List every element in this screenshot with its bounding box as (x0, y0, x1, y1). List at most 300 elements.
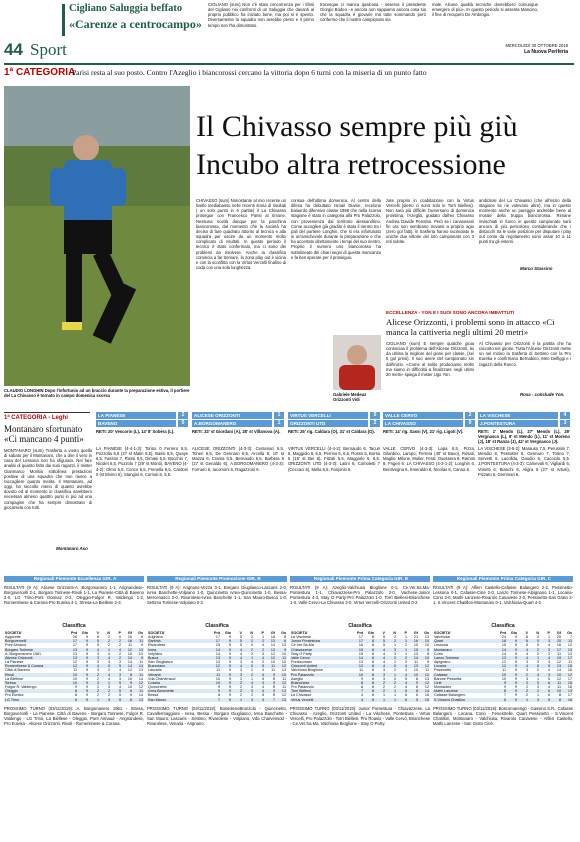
standings-cell: 8 (122, 698, 133, 702)
header-date: MERCOLEDÌ 30 OTTOBRE 2019 (505, 43, 568, 48)
standings-cell: 2 (250, 693, 253, 698)
standings-cell: 13 (496, 656, 507, 660)
standings-cell: 4 (382, 660, 385, 665)
standings-cell: 17 (67, 639, 78, 643)
standings-cell: 13 (133, 698, 144, 702)
standings-cell: 10 (67, 681, 78, 685)
standings-cell: 2 (96, 685, 99, 690)
standings-cell: 21 (413, 635, 418, 640)
standings-cell: 4 (232, 648, 243, 652)
standings-cell: 8 (371, 685, 374, 690)
standings-cell: 2 (243, 639, 254, 643)
standings-cell: 1 (397, 639, 408, 643)
result-home-team: VALLE CERVO (383, 412, 463, 419)
standings-cell: 3 (382, 676, 385, 681)
standings-cell: 11 (551, 681, 562, 685)
standings-cell: 10 (281, 651, 286, 656)
standings-cell: 2 (107, 643, 110, 648)
standings-cell: Orizzonti United (290, 664, 353, 668)
standings-cell: 3 (375, 673, 386, 677)
standings-table (147, 631, 287, 702)
article-signature: Marco Stassino (520, 266, 553, 271)
standings-cell: 11 (282, 685, 286, 690)
result-away-team: BAVENO (96, 420, 176, 427)
standings-cell: 9 (514, 693, 517, 698)
standings-cell: 5 (239, 643, 242, 648)
classifica-label: Classifica (205, 623, 229, 629)
standings-cell: 9 (419, 648, 430, 652)
standings-cell: 3 (525, 676, 528, 681)
standings-cell: 11 (502, 668, 506, 673)
standings-cell: 10 (127, 685, 132, 690)
standings-cell: 9 (503, 685, 506, 690)
sub-article-kicker: ECCELLENZA - YON E I SUOI SONO ANCORA IMBATTUTI (386, 310, 515, 315)
standings-cell: 5 (111, 698, 122, 702)
standings-cell: 2 (232, 689, 243, 693)
standings-cell: Pro Eureka (5, 693, 24, 698)
standings-cell: 2 (239, 693, 242, 698)
standings-cell: 2 (100, 639, 111, 643)
standings-cell: 9 (78, 698, 89, 702)
standings-cell: 24 (501, 635, 506, 640)
standings-title: Regionali Piemonte Prima Categoria GIR. C (433, 576, 573, 582)
sub-article-col-2: Al Chivasso per Orizzonti è la partita che ha raccolto nel girone. Tutta l'Alicese Orizzonti mette un nel mirino la trasferta di Settimo con la Pro Eureka e confirmano Bernabino, Meo Delfiggi e i ragazzi della Ronco. (479, 341, 571, 367)
standings-cell: 1 (100, 648, 111, 652)
standings-cell: 4 (547, 685, 550, 690)
result-away-team: A.BORGOMANERO (192, 420, 272, 427)
standings-cell: 11 (557, 685, 561, 690)
standings-cell: 1 (536, 693, 539, 698)
banner-strap: Parisi resta al suo posto. Contro l'Azeglio i biancorossi cercano la vittoria dopo 6 turni con la miseria di un punto fatto (72, 68, 427, 77)
standings-cell: 13 (567, 651, 572, 656)
standings-cell: 11 (139, 660, 143, 665)
standings-cell: 9 (122, 681, 133, 685)
result-away-team: ORIZZONTI UTD (288, 420, 368, 427)
standings-cell: 11 (133, 689, 144, 693)
standings-cell: 11 (133, 639, 144, 643)
standings-cell: 13 (67, 656, 78, 660)
result-away-score: 0 (178, 420, 188, 427)
standings-header-cell: N (100, 631, 111, 635)
standings-cell: 6 (397, 698, 408, 702)
standings-cell: 8 (408, 689, 419, 693)
standings-cell: San Giugliasco (148, 660, 173, 665)
standings-cell: 9 (265, 673, 276, 677)
standings-cell: 5 (540, 664, 551, 668)
standings-cell: Volpiano (148, 651, 163, 656)
standings-cell: 0 (529, 664, 540, 668)
standings-cell: 4 (375, 656, 386, 660)
standings-cell: 14 (501, 651, 506, 656)
standings-cell: 3 (250, 685, 253, 690)
standings-cell: 12 (501, 660, 506, 665)
header-rule (4, 63, 574, 65)
standings-cell: 13 (424, 676, 429, 681)
standings-cell: 8 (140, 635, 143, 640)
standings-header-cell: Gio (507, 631, 518, 635)
standings-cell: 9 (78, 664, 89, 668)
standings-cell: 2 (250, 668, 253, 673)
standings-cell: 12 (133, 681, 144, 685)
left-signature: Montanaro Aso (56, 546, 88, 551)
standings-cell: 4 (375, 648, 386, 652)
standings-cell: 13 (265, 648, 276, 652)
standings-cell: 13 (67, 648, 78, 652)
standings-cell: 15 (413, 643, 418, 648)
result-scorers: RETI: 20' Vescorin (L), 14' 8' Sobera (L). (96, 429, 175, 434)
standings-header-cell: Gf (551, 631, 562, 635)
standings-cell: 6 (404, 693, 407, 698)
standings-cell: 6 (415, 693, 418, 698)
standings-cell: 14 (353, 656, 364, 660)
standings-cell: 4 (239, 651, 242, 656)
standings-cell: 2 (118, 643, 121, 648)
standings-cell: 2 (107, 668, 110, 673)
result-scorers: RETI: 33' st Giordani (A), 28' st Villanova (A). (192, 429, 281, 434)
standings-cell: 3 (547, 660, 550, 665)
standings-cell: Lanzo Torinese (433, 656, 496, 660)
standings-cell: 10 (127, 676, 132, 681)
standings-header-cell: Gs (276, 631, 287, 635)
standings-cell: 4 (261, 685, 264, 690)
standings-next-round: PROSSIMO TURNO (03/11/2019): BussolenoBrunzolo - Quincinetto, Cavallermaggiore - Ivrea, Bessa - Borgaro Giugliasco, Ivrea Banchette - San Mauro, Lascaris - Settimo, Rivarolese - Volpiano, Vda Charvensod - Rivarolese, Venaria - Arignano. (147, 706, 287, 727)
standings-title: Regionali Piemonte Prima Categoria GIR. B (290, 576, 430, 582)
standings-cell: 12 (419, 673, 430, 677)
standings-cell: 7 (503, 693, 506, 698)
standings-header-cell: SOCIETA' (4, 631, 67, 635)
standings-cell: 9 (133, 656, 144, 660)
standings-cell: 15 (501, 643, 506, 648)
standings-cell: 6 (67, 698, 78, 702)
standings-cell: 12 (419, 664, 430, 668)
standings-header-cell: N (386, 631, 397, 635)
standings-cell: 1 (536, 676, 539, 681)
standings-header-cell: Pnt (353, 631, 364, 635)
standings-cell: 9 (78, 639, 89, 643)
standings-results: RISULTATI (9 A): Alfieri Castello-Cafasse Balangero 2-2, Pessinetto-Lessona 0-1, Cafasse-Cirié 2-0, Lanzo Torinese-Alpignano 1-1, Locana-Corio 3-0, Mathi Lanzese-Rivarolo Canavese 2-0, Pessinetto-San Grato 2-1, S.Vincent Chatillon-Montanaro 0-1, Valchiusa-Quart 4-2. (433, 585, 573, 606)
standings-cell: 13 (281, 643, 286, 648)
standings-cell: 9 (221, 639, 232, 643)
standings-cell: 9 (228, 693, 231, 698)
standings-cell: 2 (243, 648, 254, 652)
teaser-accent (62, 4, 65, 36)
standings-cell: Cossila (147, 681, 210, 685)
standings-cell: 8 (415, 685, 418, 690)
article-col-1: CHIVASSO (sum) Nonostante al mio recente un livello mediabasso nelle recenti storia di risultati ( un solo punto in 6 partite) il La Chivasso prosegue con Francesco Parisi al timone. Nessuna novità dunque per la panchina biancorossa, dal momento che la società ha deciso di fare quadrato attorno al tecnico e alla squadra per uscire da un momento molto complicato di risultati. In questo periodo il tecnico è stato confermato, ma ci sono dei problemi da risolvere. Anche la classifica comincia a far tremare, la zona play out è vicina e con la sconfitta con la Virtus Vercelli finalino di coda con una sola lunghezza. (196, 198, 286, 271)
standings-cell: 4 (540, 656, 551, 660)
result-home-score: 0 (370, 412, 380, 419)
standings-next-round: PROSSIMO TURNO (03/11/2019): Junior Pontestura - Chiavazzese, La Chivasso - Azeglio, Orizzonti United - La Vischese, Pontestura - Virtus Vercelli, Pro Palazzolo - Torri Biellesi, Pro Roasio - Valle Cervo, Brianchese - Ce.Ver.Sa.Ma, Valchiusa Bioglione - Stay O Party. (290, 706, 430, 727)
standings-cell: 2 (254, 639, 265, 643)
standings-header-cell: N (529, 631, 540, 635)
standings-cell: 13 (424, 635, 429, 640)
standings-cell: 13 (265, 639, 276, 643)
standings-cell: Azeglio (291, 676, 304, 681)
result-home-score: 4 (560, 412, 570, 419)
standings-cell: 2 (111, 639, 122, 643)
standings-cell: 8 (364, 639, 375, 643)
standings-cell: 16 (408, 639, 419, 643)
standings-cell: 10 (501, 676, 506, 681)
standings-cell: 0 (386, 664, 397, 668)
standings-header-cell: Pnt (496, 631, 507, 635)
standings-cell: 14 (210, 648, 221, 652)
standings-cell: 15 (353, 648, 364, 652)
standings-cell: 3 (239, 668, 242, 673)
standings-cell: 11 (73, 668, 77, 673)
standings-cell: Alicese Orizzonti (4, 656, 67, 660)
result-scorers: RETI: 1' Mendo (L), 27' Mendo (L), 29' Vergnasco (L), 9' st Mendo (L), 11' st Moreno (J), 18' st Ranza (J), 42' st Vergnasco (J). (478, 429, 570, 445)
result-home-team: LA VISCHESE (478, 412, 558, 419)
standings-cell: 11 (271, 668, 275, 673)
standings-cell: 0 (250, 643, 253, 648)
standings-cell: 8 (272, 685, 275, 690)
standings-cell: 2 (89, 673, 100, 677)
standings-cell: 12 (276, 664, 287, 668)
standings-cell: 17 (551, 648, 562, 652)
standings-cell: 1 (404, 635, 407, 640)
standings-cell: 12 (72, 660, 77, 665)
page-number: 44 (4, 40, 23, 59)
standings-header-cell: Pnt (210, 631, 221, 635)
standings-cell: Junior Pontestura (290, 639, 353, 643)
standings-cell: 1 (393, 643, 396, 648)
standings-cell: 4 (547, 643, 550, 648)
left-rule (4, 412, 90, 413)
standings-cell: 4 (107, 651, 110, 656)
standings-cell: 5 (540, 689, 551, 693)
article-col-3: zate proprio in coabitazione con la Virtus Vercelli (dietro ci sono solo le Torri Biellesi). Non sarà più difficile l'avversario di domenica prossima, l'Azeglio, guidato dall'ex Chivasso Andrea Davide Perotino. Però se i canavesani fin ora non sembrano trovarsi a proprio agio (zero gol fatti), in trasferta hanno racimolato le uniche due vittorie del loro campionato con 3 reti subite. (386, 198, 474, 245)
standings-cell: 4 (89, 648, 100, 652)
standings-header-cell: V (518, 631, 529, 635)
result-box (288, 412, 380, 572)
standings-cell: La Biellese (5, 676, 24, 681)
left-kicker: 1ª CATEGORIA - Leghi (4, 415, 68, 421)
standings-cell: 12 (122, 648, 133, 652)
standings-cell: 4 (261, 668, 264, 673)
standings-cell: 2 (518, 689, 529, 693)
standings-cell: 9 (221, 664, 232, 668)
standings-cell: 9 (408, 681, 419, 685)
standings-cell: 3 (386, 648, 397, 652)
standings-cell: 4 (118, 685, 121, 690)
standings-cell: 5 (254, 664, 265, 668)
standings-cell: 8 (283, 635, 286, 640)
standings-cell: 13 (408, 664, 419, 668)
standings-cell: 5 (111, 689, 122, 693)
standings-header-cell: SOCIETA' (433, 631, 496, 635)
standings-cell: 4 (254, 673, 265, 677)
standings-cell: 9 (514, 676, 517, 681)
standings-cell: 3 (540, 648, 551, 652)
standings-cell: 4 (100, 673, 111, 677)
standings-cell: 12 (419, 681, 430, 685)
standings-results: RISULTATI (9 A): Arignano-Vezza 3-1, Borgaro Giugliasco-Lascaris 2-0, Ivrea Banchette-Volpiano 1-0, Quincinetto Ivrea-Quincinetto 1-0, Bessa-Mercenasco 2-0, Rivarolese-Ivrea Banchette 1-1, San Mauro-Busca 1-0, Settimo Torinese-Volpiano 0-2. (147, 585, 287, 606)
standings-cell: 11 (128, 643, 132, 648)
standings-cell: 15 (215, 643, 220, 648)
standings-cell: 12 (353, 664, 364, 668)
standings-cell: 1 (232, 698, 243, 702)
standings-cell: 4 (107, 676, 110, 681)
standings-cell: 12 (276, 681, 287, 685)
standings-cell: 8 (67, 689, 78, 693)
standings-cell: 9 (221, 656, 232, 660)
standings-cell: 9 (496, 681, 507, 685)
standings-cell: 9 (78, 648, 89, 652)
standings-cell: 14 (215, 651, 220, 656)
standings-cell: 8 (371, 651, 374, 656)
standings-cell: 12 (127, 668, 132, 673)
result-home-team: LA PIANESE (96, 412, 176, 419)
standings-cell: 2 (386, 681, 397, 685)
standings-cell: 7 (265, 698, 276, 702)
standings-cell: 9 (85, 643, 88, 648)
result-lineups: LA VISCHESE (3-5-2): Marauso 7,5, Perussini 7, Mendio 8, Pessotter 6, Gennaro 7, Torino 7, Servetti 6, Lacollda, Gaudio 6, Cacciolo 5,5. J.PONTESTURA (4-3-3): Carnevali 6, Vigliardi 6, Vosetti 6, Bianchi 6, Aligra 6 (27' st Artusi), Pizzato 6, Gemmari 6. (478, 446, 570, 477)
standings-cell: 3 (239, 676, 242, 681)
standings-cell: 9 (507, 673, 518, 677)
standings-cell: 12 (567, 643, 572, 648)
standings-cell: 8 (371, 668, 374, 673)
standings-cell: 4 (261, 643, 264, 648)
standings-cell: 2 (96, 693, 99, 698)
standings-cell: 20 (551, 639, 562, 643)
standings-cell: 0 (393, 676, 396, 681)
left-headline: Montanaro sfortunato «Ci mancano 4 punti» (4, 424, 84, 444)
standings-header-cell: Pnt (67, 631, 78, 635)
main-headline-1: Il Chivasso sempre più giù (196, 110, 518, 143)
standings-cell: 2 (243, 673, 254, 677)
standings-cell: 3 (96, 660, 99, 665)
standings-cell: 3 (107, 685, 110, 690)
standings-cell: 3 (89, 656, 100, 660)
standings-cell: 9 (514, 668, 517, 673)
standings-cell: 12 (556, 676, 561, 681)
standings-cell: 4 (518, 656, 529, 660)
standings-cell: 10 (67, 673, 78, 677)
standings-cell: Valle Cervo (290, 656, 353, 660)
standings-cell: 4 (397, 673, 408, 677)
standings-cell: 1 (89, 698, 100, 702)
standings-cell: 4 (525, 651, 528, 656)
standings-cell: 6 (276, 639, 287, 643)
standings-cell: Brianchese (290, 681, 353, 685)
classifica-label: Classifica (348, 623, 372, 629)
standings-cell: 5 (408, 698, 419, 702)
standings-cell: Alpignano (434, 660, 451, 665)
standings-cell: 9 (228, 668, 231, 673)
standings-cell: 14 (496, 648, 507, 652)
standings-cell: 3 (254, 681, 265, 685)
standings-cell: 16 (127, 635, 132, 640)
standings-cell: Buzzolano (147, 664, 210, 668)
standings-cell: 5 (261, 693, 264, 698)
standings-cell: 8 (364, 664, 375, 668)
standings-cell: Chiavazzese (290, 648, 353, 652)
standings-cell: 4 (547, 668, 550, 673)
standings-cell: 14 (133, 664, 144, 668)
standings-cell: 0 (529, 639, 540, 643)
standings-cell: 9 (85, 660, 88, 665)
standings-cell: 12 (281, 693, 286, 698)
standings-cell: 16 (562, 698, 573, 702)
result-box (383, 412, 475, 572)
standings-cell: 2 (525, 685, 528, 690)
standings-cell: 7 (569, 635, 572, 640)
standings-cell: La Vischese (291, 635, 312, 640)
standings-cell: 4 (111, 648, 122, 652)
standings-cell: 1 (386, 689, 397, 693)
standings-cell: 3 (382, 668, 385, 673)
standings-cell: 4 (360, 693, 363, 698)
standings-cell: 10 (138, 651, 143, 656)
article-col-2: consua dell'ultima domenica. Al centro della difesa ha debuttato Ismail Diame, recelone balaurdo difensivo classe 1998 che nella scorsa stagione è stato in categoria alla Pro Palazzolo, con provenienza dal territorio alessandrino. Come accoglien già gradito è stato il rientro tra i pali del portiere Longhin, che si era infortunato in un'amichevole durante la preparazione e che ha accertato direttamente i tempi del suo rientro. Proprio il numero uno biancorosso ha sottolineato dei chiari segni di questa mancanza e fa ben sperare per il prosieguo. (291, 198, 381, 260)
standings-cell: Locana (433, 664, 496, 668)
result-box (96, 412, 188, 572)
standings-cell: 12 (270, 651, 275, 656)
standings-cell: 10 (72, 676, 77, 681)
standings-cell: 4 (397, 664, 408, 668)
standings-cell: 2 (404, 643, 407, 648)
standings-cell: 2 (107, 693, 110, 698)
standings-cell: Mathi Lanzese (433, 689, 496, 693)
standings-cell: 5 (382, 635, 385, 640)
standings-cell: 3 (243, 689, 254, 693)
standings-cell: 9 (217, 685, 220, 690)
standings-cell: 8 (371, 676, 374, 681)
standings-next-round: PROSSIMO TURNO (03/11/2019): A. Borgomanero 1961 - Stresa, Borgovercelli - La Pianese, Città di Baveno - Borgaro Torinese, Fulgor R. Valdengo - LG Trino, La Biellese - Oleggio, Pont Aimaud - Arignandese, Pro Eureka - Alicese Orizzonti, Rivoli - Romentinese & Corana. (4, 706, 144, 727)
standings-cell: 1 (393, 693, 396, 698)
standings-cell: 6 (547, 693, 550, 698)
standings-cell: 14 (556, 668, 561, 673)
standings-cell: 8 (371, 693, 374, 698)
standings-cell: 2 (386, 639, 397, 643)
standings-cell: 9 (514, 643, 517, 648)
standings-cell: S.Vincent Chatillon (433, 698, 496, 702)
standings-cell: 8 (364, 689, 375, 693)
standings-cell: 9 (228, 643, 231, 648)
standings-cell: 9 (514, 685, 517, 690)
standings-cell: 8 (364, 698, 375, 702)
standings-cell: 17 (358, 635, 363, 640)
standings-cell: 11 (276, 656, 287, 660)
standings-title: Regionali Piemonte Promozione GIR. B (147, 576, 287, 582)
standings-cell: 13 (215, 660, 220, 665)
standings-cell: 17 (353, 639, 364, 643)
standings-cell: 3 (540, 673, 551, 677)
standings-cell: 8 (217, 693, 220, 698)
standings-cell: 9 (507, 648, 518, 652)
standings-cell: 15 (562, 664, 573, 668)
standings-cell: 10 (551, 673, 562, 677)
standings-cell: Bessa (148, 693, 159, 698)
standings-cell: 14 (419, 689, 430, 693)
standings-cell: A. Borgomanero 1961 (5, 651, 42, 656)
standings-cell: 13 (413, 651, 418, 656)
standings-cell: 9 (85, 668, 88, 673)
result-away-score: 2 (370, 420, 380, 427)
standings-header-cell: SOCIETA' (290, 631, 353, 635)
standings-cell: 9 (228, 685, 231, 690)
result-scorers: RETI: 14' rig. Sassi (V), 21' rig. Ligoti (V). (383, 429, 464, 434)
result-home-score: 1 (274, 412, 284, 419)
standings-cell: 5 (89, 639, 100, 643)
standings-cell: 0 (100, 664, 111, 668)
standings-cell: 15 (358, 651, 363, 656)
standings-cell: 10 (127, 651, 132, 656)
standings-cell: 3 (96, 651, 99, 656)
standings-cell: 17 (215, 635, 220, 640)
standings-cell: 9 (426, 660, 429, 665)
